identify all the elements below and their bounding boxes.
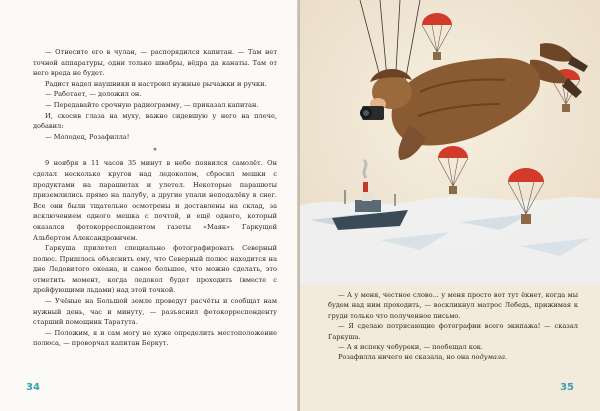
ice-field [300,197,600,285]
page-number-right: 35 [560,382,574,393]
paragraph: 9 ноября в 11 часов 35 минут в небе появился самолёт. Он сделал несколько кругов над ледоколом, сбросил мешки с продуктами на парашютах и улетел. Некоторые парашюты приземлились прямо на палубу, а другие упали неподалёку в снег. Все они были тщательно осмотрены и доставлены на склад, за исключением одного мешка с почтой, и ещё одного, который оказался фотокорреспондентом газеты «Маяк» Гаркущей Альбертом Александровичем. [33,159,277,242]
paragraph: И, скосив глаза на муху, важно сидевшую у него на плече, добавил: [33,111,277,131]
right-page [300,0,600,411]
paragraph: — А я испеку чебуреки, — пообещал кок. [338,343,484,352]
left-text-column [33,47,277,349]
paragraph [328,352,578,362]
illustration-svg [300,0,600,285]
last-paragraph-italic: подумала. [471,353,508,362]
paragraph: — Передавайте срочную радиограмму, — приказал капитан. [45,100,259,109]
right-text-column [328,290,578,363]
paragraph: — Положим, я и сам могу не хуже определить местоположение полюса, — проворчал капитан Беркут. [33,328,277,348]
left-page [0,0,298,411]
paragraph: — Учёные на Большой земле проведут расчёты и сообщат нам нужный день, час и минуту, — разъяснил фотокорреспонденту старший помощник Таратута. [33,297,277,327]
illustration [300,0,600,285]
paragraph: Радист надел наушники и настроил нужные рычажки и ручки. [45,79,267,88]
paragraph: — А у меня, честное слово... у меня просто вот тут ёкнет, когда мы будем над ним проходить, — воскликнул матрос Лебедь, прижимая к груди только что полученное письмо. [328,291,578,320]
page-number-left: 34 [26,382,40,393]
paragraph: — Молодец, Розафилла! [45,132,130,141]
paragraph: Гаркуша прилетел специально фотографировать Северный полюс. Пришлось объяснить ему, что Северный полюс находится на дне Ледовитого океана, и самое большее, что можно сделать, это отметить момент, когда ледокол будет проходить (вместе с дрейфующими льдами) над этой точкой. [33,244,277,295]
paragraph: — Работает, — доложил он. [45,90,142,99]
paragraph: — Я сделаю потрясающие фотографии всего экипажа! — сказал Гаркуша. [328,322,578,341]
last-paragraph-text: Розафилла ничего не сказала, но она [338,353,472,362]
paragraph: — Отнесите его в чулан, — распорядился капитан. — Там нет точной аппаратуры, одни только швабры, вёдра да канаты. Там от него вреда не будет. [33,48,277,78]
section-divider: * [153,147,157,156]
